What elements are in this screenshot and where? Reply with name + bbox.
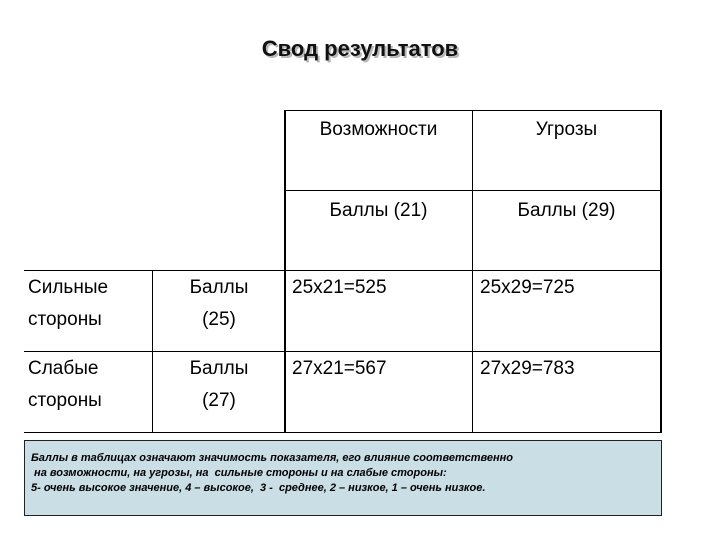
header-divider: [285, 190, 662, 191]
header-opportunities: Возможности: [319, 119, 438, 140]
cell-strengths-opportunities: 25х21=525: [292, 277, 387, 298]
row-score-line2: (25): [202, 309, 236, 330]
header-threats: Угрозы: [535, 119, 598, 140]
row-score-weaknesses: [153, 353, 285, 417]
cell-weaknesses-opportunities: 27х21=567: [292, 358, 387, 379]
row-score-line2: (27): [202, 390, 236, 411]
cell-weaknesses-threats: 27х29=783: [480, 358, 575, 379]
column-divider: [472, 110, 473, 433]
row-label-line2: стороны: [28, 390, 102, 411]
row-score-line1: Баллы: [189, 358, 249, 379]
row-label-weaknesses: [28, 353, 148, 417]
row-score-line1: Баллы: [189, 277, 249, 298]
scoring-note: [24, 440, 662, 516]
row-label-line2: стороны: [28, 309, 102, 330]
table-bottom-border: [24, 432, 662, 433]
row-label-line1: Сильные: [28, 277, 109, 298]
note-line: на возможности, на угрозы, на сильные стороны и на слабые стороны:: [31, 467, 447, 479]
table-top-border: [285, 110, 662, 111]
cell-strengths-threats: 25х29=725: [480, 277, 575, 298]
note-line: Баллы в таблицах означают значимость показателя, его влияние соответственно: [31, 452, 513, 464]
page-title: Свод результатов: [261, 36, 459, 61]
row-score-strengths: [153, 272, 285, 336]
table-right-border: [660, 110, 662, 433]
row-label-strengths: [28, 272, 148, 336]
row-divider-top: [24, 270, 662, 271]
note-line: 5- очень высокое значение, 4 – высокое, 3 - среднее, 2 – низкое, 1 – очень низкое.: [31, 482, 486, 494]
score-opportunities: Баллы (21): [329, 200, 428, 221]
row-label-line1: Слабые: [28, 358, 99, 379]
score-threats: Баллы (29): [517, 200, 616, 221]
row-divider-middle: [24, 351, 662, 352]
